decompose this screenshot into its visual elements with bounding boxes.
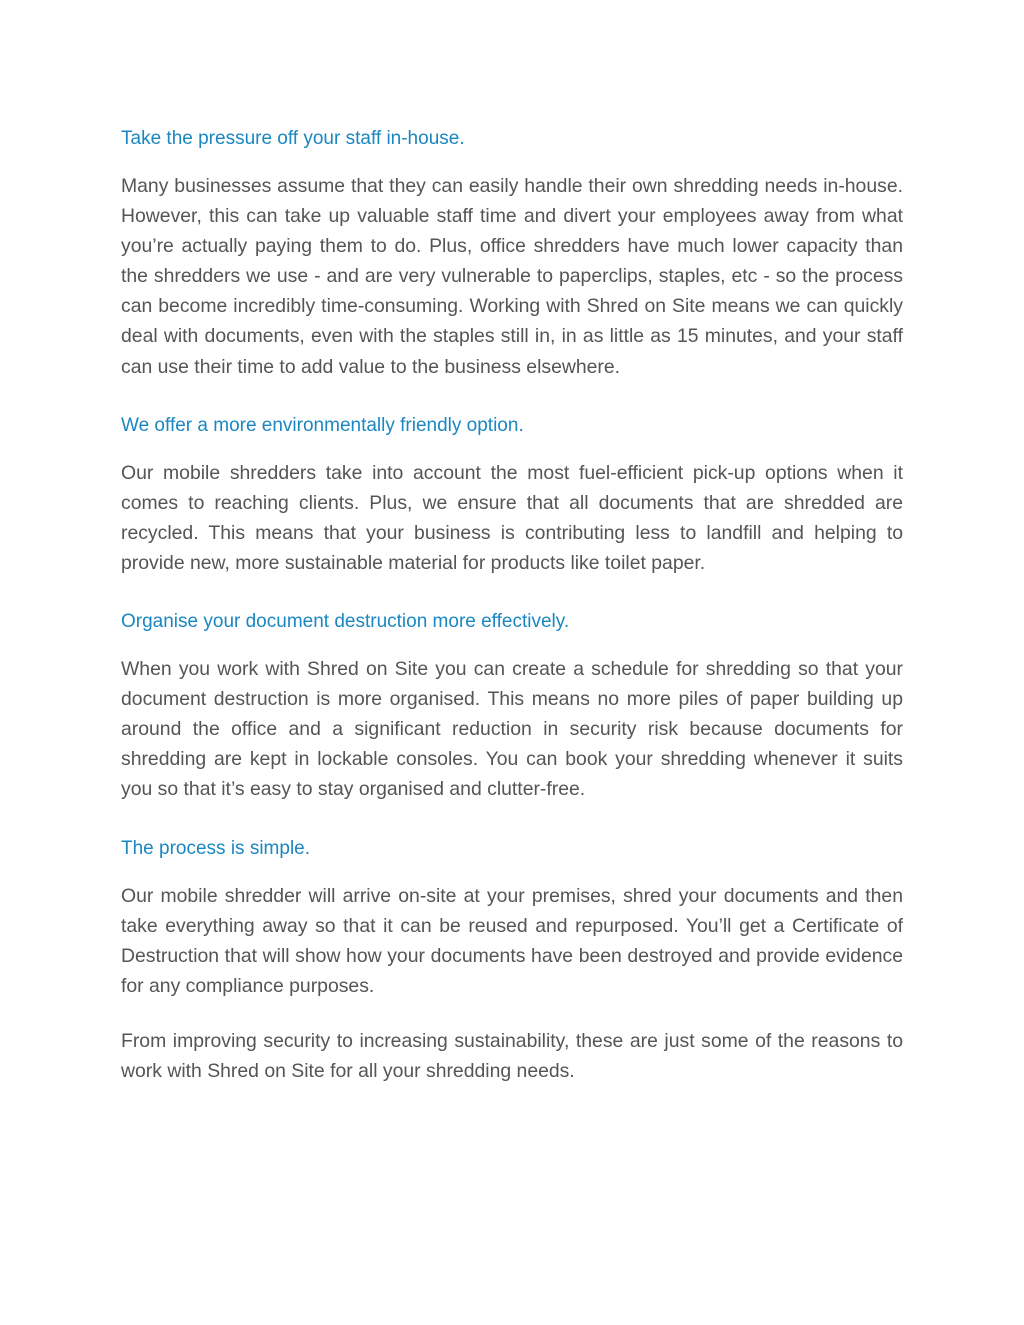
section-process	[121, 834, 903, 1001]
section-body: Our mobile shredder will arrive on-site at your premises, shred your documents and then take everything away so that it can be reused and repurposed. You’ll get a Certificate of Destruction that will show how your documents have been destroyed and provide evidence for any compliance purposes.	[121, 884, 903, 997]
section-heading: We offer a more environmentally friendly option.	[121, 414, 524, 436]
document-page	[121, 124, 903, 1086]
section-heading: Organise your document destruction more effectively.	[121, 611, 570, 633]
section-body: Our mobile shredders take into account the most fuel-efficient pick-up options when it comes to reaching clients. Plus, we ensure that all documents that are shredded are recycled. This means that your business is contributing less to landfill and helping to provide new, more sustainable material for products like toilet paper.	[121, 461, 903, 574]
section-heading: Take the pressure off your staff in-house.	[121, 128, 465, 149]
section-environment	[121, 411, 903, 578]
section-body: When you work with Shred on Site you can create a schedule for shredding so that your document destruction is more organised. This means no more piles of paper building up around the office and a significant reduction in security risk because documents for shredding are kept in lockable consoles. You can book your shredding whenever it suits you so that it’s easy to stay organised and clutter-free.	[121, 658, 903, 801]
section-organise	[121, 607, 903, 804]
section-body: Many businesses assume that they can easily handle their own shredding needs in-house. However, this can take up valuable staff time and divert your employees away from what you’re actually paying them to do. Plus, office shredders have much lower capacity than the shredders we use - and are very vulnerable to paperclips, staples, etc - so the process can become incredibly time-consuming. Working with Shred on Site means we can quickly deal with documents, even with the staples still in, in as little as 15 minutes, and your staff can use their time to add value to the business elsewhere.	[121, 175, 903, 378]
section-staff	[121, 124, 903, 382]
section-heading: The process is simple.	[121, 837, 311, 859]
closing-paragraph: From improving security to increasing sustainability, these are just some of the reasons to work with Shred on Site for all your shredding needs.	[121, 1029, 903, 1082]
